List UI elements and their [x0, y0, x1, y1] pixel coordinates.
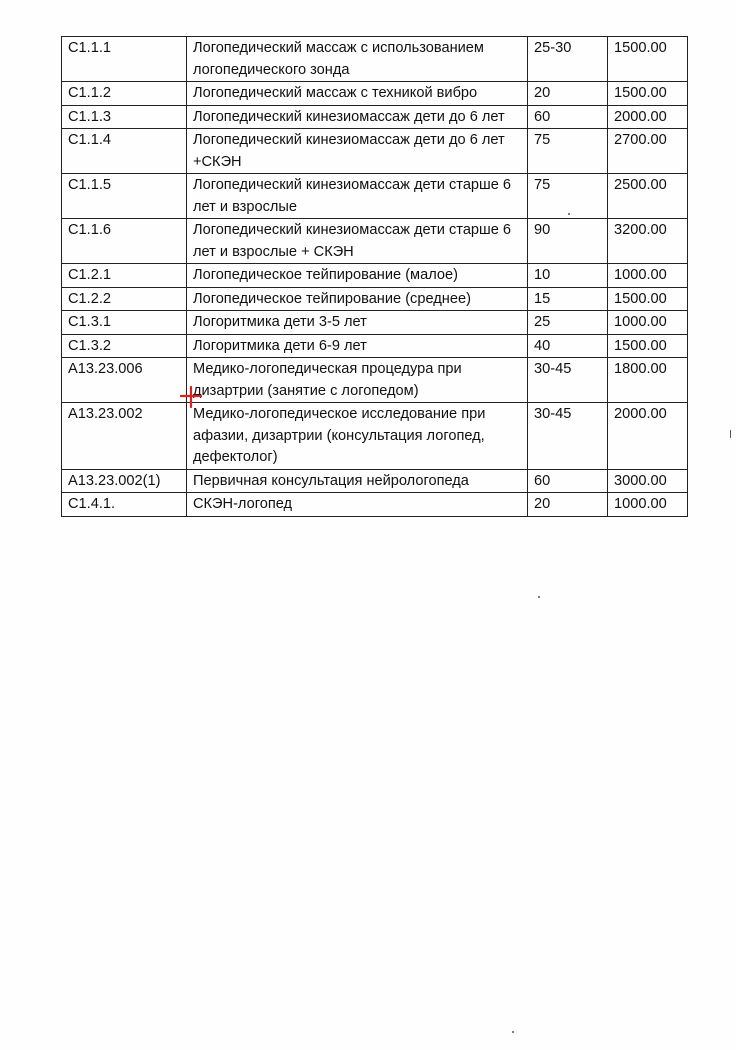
cell-duration: 30-45 — [528, 358, 608, 403]
cell-service-name: Логопедический кинезиомассаж дети старше 6 лет и взрослые — [187, 174, 528, 219]
cell-code: С1.1.1 — [62, 37, 187, 82]
cell-duration: 15 — [528, 287, 608, 311]
cell-duration: 20 — [528, 493, 608, 517]
table-row — [62, 37, 688, 82]
cell-price: 3200.00 — [608, 219, 688, 264]
table-row — [62, 219, 688, 264]
cell-code: С1.1.4 — [62, 129, 187, 174]
cell-price: 3000.00 — [608, 469, 688, 493]
cell-duration: 30-45 — [528, 403, 608, 470]
scan-speck — [730, 430, 731, 438]
cell-service-name: Логопедический кинезиомассаж дети до 6 лет — [187, 105, 528, 129]
cell-service-name: Медико-логопедическое исследование при афазии, дизартрии (консультация логопед, дефектолог) — [187, 403, 528, 470]
price-list-body — [62, 37, 688, 517]
cell-duration: 60 — [528, 105, 608, 129]
cell-duration: 90 — [528, 219, 608, 264]
cell-price: 1500.00 — [608, 334, 688, 358]
cell-price: 2500.00 — [608, 174, 688, 219]
cell-price: 2000.00 — [608, 403, 688, 470]
cell-price: 1500.00 — [608, 37, 688, 82]
cell-code: С1.1.6 — [62, 219, 187, 264]
table-row — [62, 358, 688, 403]
scan-speck — [538, 596, 540, 598]
cell-price: 2000.00 — [608, 105, 688, 129]
scan-speck — [568, 213, 570, 215]
table-row — [62, 287, 688, 311]
cell-service-name: Логоритмика дети 3-5 лет — [187, 311, 528, 335]
table-row — [62, 174, 688, 219]
scan-speck — [512, 1031, 514, 1033]
cell-price: 1000.00 — [608, 311, 688, 335]
cell-code: А13.23.002 — [62, 403, 187, 470]
cell-duration: 20 — [528, 82, 608, 106]
cell-service-name: Логопедический массаж с использованием логопедического зонда — [187, 37, 528, 82]
cell-code: С1.3.2 — [62, 334, 187, 358]
cell-duration: 75 — [528, 129, 608, 174]
cell-service-name: Логопедическое тейпирование (малое) — [187, 264, 528, 288]
cell-service-name: Логопедический массаж с техникой вибро — [187, 82, 528, 106]
table-row — [62, 105, 688, 129]
cell-code: А13.23.006 — [62, 358, 187, 403]
cell-code: С1.3.1 — [62, 311, 187, 335]
price-list-table — [61, 36, 688, 517]
cell-price: 1500.00 — [608, 287, 688, 311]
cell-duration: 40 — [528, 334, 608, 358]
cell-duration: 60 — [528, 469, 608, 493]
cell-price: 1800.00 — [608, 358, 688, 403]
cell-service-name: Логопедический кинезиомассаж дети старше 6 лет и взрослые + СКЭН — [187, 219, 528, 264]
cell-service-name: Первичная консультация нейрологопеда — [187, 469, 528, 493]
cell-code: А13.23.002(1) — [62, 469, 187, 493]
table-row — [62, 493, 688, 517]
cell-service-name: Логопедическое тейпирование (среднее) — [187, 287, 528, 311]
cell-code: С1.2.1 — [62, 264, 187, 288]
table-row — [62, 82, 688, 106]
table-row — [62, 334, 688, 358]
cell-code: С1.1.3 — [62, 105, 187, 129]
cell-price: 1000.00 — [608, 493, 688, 517]
cell-duration: 75 — [528, 174, 608, 219]
cell-service-name: СКЭН-логопед — [187, 493, 528, 517]
cell-service-name: Медико-логопедическая процедура при дизартрии (занятие с логопедом) — [187, 358, 528, 403]
table-row — [62, 469, 688, 493]
cell-code: С1.2.2 — [62, 287, 187, 311]
table-row — [62, 403, 688, 470]
cell-code: С1.4.1. — [62, 493, 187, 517]
cell-service-name: Логоритмика дети 6-9 лет — [187, 334, 528, 358]
table-row — [62, 129, 688, 174]
cell-price: 2700.00 — [608, 129, 688, 174]
cell-price: 1000.00 — [608, 264, 688, 288]
table-row — [62, 264, 688, 288]
table-row — [62, 311, 688, 335]
cell-service-name: Логопедический кинезиомассаж дети до 6 лет +СКЭН — [187, 129, 528, 174]
cell-code: С1.1.5 — [62, 174, 187, 219]
cell-duration: 25-30 — [528, 37, 608, 82]
cell-code: С1.1.2 — [62, 82, 187, 106]
cell-duration: 10 — [528, 264, 608, 288]
cell-duration: 25 — [528, 311, 608, 335]
cell-price: 1500.00 — [608, 82, 688, 106]
